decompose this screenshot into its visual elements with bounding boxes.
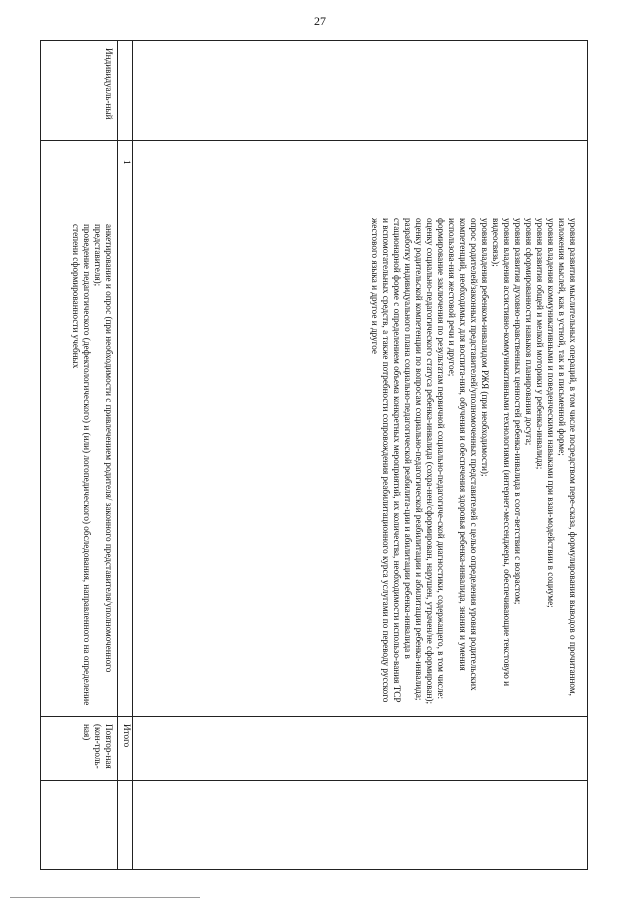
repeat-item-1: анкетирование и опрос (при необходимости с привлечением родителя/ законного представителя/уполномоченного представителя);: [93, 224, 114, 673]
first-item-11: оценку родительской компетенции по вопросам социально-педагогической реабилитации и абилитации ребенка-инвалида;: [414, 218, 424, 701]
first-item-10: оценку социально-педагогического статуса ребенка-инвалида (сохра-нен/сформирован, нарушен, утрачен/не сформирован);: [425, 218, 435, 705]
repeat-block-cell: [44, 224, 114, 708]
type-label: Индивидуаль-ный: [104, 48, 114, 120]
first-block-cell: [138, 218, 578, 708]
itogo-count: 1: [122, 160, 132, 165]
scan-mark-bottom: [10, 897, 200, 898]
first-item-8: опрос родителей/законных представителей/уполномоченных представителей с целью определения уровня родительских компетенций, необходимых для воспита-ния, обучения и обеспечения здоровья ребенка-инвалида, знания и умения использова-ния жестовой речи и другое;: [447, 218, 479, 691]
row-divider-itogo: [132, 40, 133, 870]
first-item-1: уровня развития мыслительных операций, в том числе посредством пере-сказа, формулирования выводов о прочитанном, изложения мыслей, как в устной, так и в письменной форме;: [557, 218, 578, 696]
col-divider-left-1: [40, 716, 588, 717]
first-item-5: уровня развития духовно-нравственных ценностей ребенка-инвалида в соот-ветствии с возрастом;: [513, 218, 523, 605]
col-divider-left-2: [40, 780, 588, 781]
repeat-label: Повтор-ная (кон-троль-ная): [82, 724, 114, 769]
col-divider-right-1: [40, 140, 588, 141]
repeat-item-2: проведение педагогического (дефектологического) и (или) логопедического) обследования, направленного на определение степени сформированности учебных: [71, 224, 92, 706]
first-item-7: уровня владения ребенком-инвалидом РЖЯ (при необходимости);: [480, 218, 490, 477]
first-item-12: разработку индивидуального плана социально-педагогической реабилита-ции и абилитации ребенка-инвалида в стационарной форме с определением объема конкретных мероприятий, их количества, необходимости использо-вания ТСР и вспомогательных средств, а также потребности сопровождения реабилитационного курса услугами по переводу русского жестового языка и другое и другое: [370, 218, 413, 703]
page-number: 27: [314, 14, 326, 28]
first-item-4: уровня сформированности навыков планирования досуга;: [524, 218, 534, 446]
first-item-9: формирование заключения по результатам первичной социально-педагогиче-ской диагностики, содержащего, в том числе:: [436, 218, 446, 700]
first-item-3: уровня развития общей и мелкой моторики у ребенка-инвалида;: [535, 218, 545, 470]
first-item-6: уровня владения ассистивно-коммуникативными технологиями (интернет-мессенджеры, обеспечивающие текстовую и видеосвязь);: [491, 218, 512, 687]
first-item-2: уровня владения коммуникативными и поведенческими навыками при взаи-модействии в социуме;: [546, 218, 556, 608]
rotated-table: [40, 40, 588, 870]
itogo-label: Итого: [122, 724, 132, 748]
